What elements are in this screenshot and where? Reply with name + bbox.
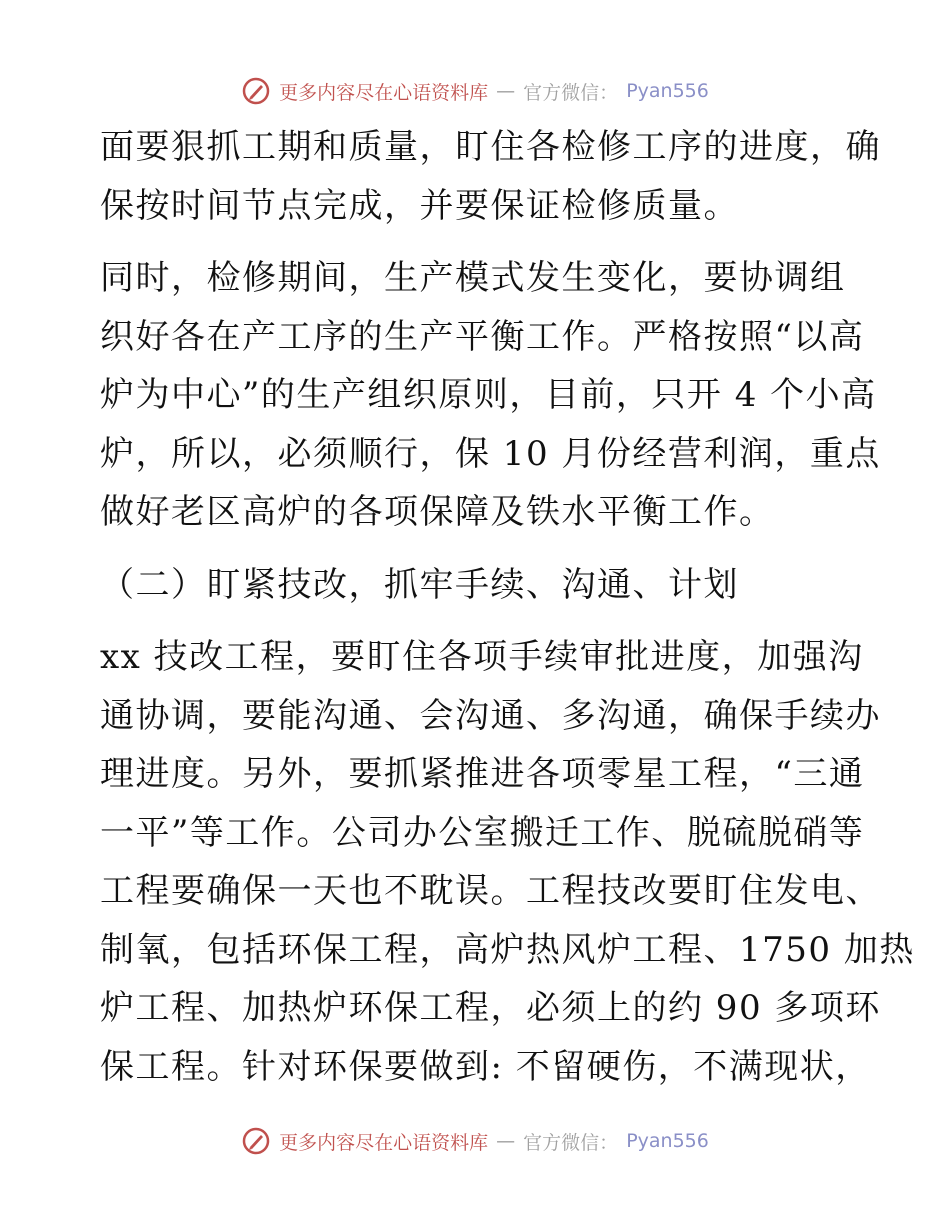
pen-logo-icon (241, 76, 271, 106)
watermark-official-label: 官方微信： (523, 81, 619, 104)
watermark-main-text: 更多内容尽在心语资料库 (279, 1131, 489, 1154)
watermark-official-label: 官方微信： (523, 1131, 619, 1154)
text-line: 炉，所以，必须顺行，保 10 月份经营利润，重点 (100, 433, 881, 474)
watermark-wechat-id: Pyan556 (626, 80, 709, 102)
text-line: 制氧，包括环保工程，高炉热风炉工程、1750 加热 (100, 929, 915, 970)
watermark-main-text: 更多内容尽在心语资料库 (279, 81, 489, 104)
paragraph-1 (100, 118, 881, 235)
text-line: 理进度。另外，要抓紧推进各项零星工程，“三通 (100, 754, 865, 794)
heading-line: （二）盯紧技改，抓牢手续、沟通、计划 (100, 564, 739, 605)
text-line: 工程要确保一天也不耽误。工程技改要盯住发电、 (100, 871, 881, 911)
pen-logo-icon (241, 1126, 271, 1156)
text-line: 炉工程、加热炉环保工程，必须上的约 90 多项环 (100, 988, 881, 1028)
text-line: 做好老区高炉的各项保障及铁水平衡工作。 (100, 492, 775, 532)
text-line: 保按时间节点完成，并要保证检修质量。 (100, 185, 739, 226)
text-line: 保工程。针对环保要做到: 不留硬伤，不满现状， (100, 1046, 871, 1087)
text-line: 织好各在产工序的生产平衡工作。严格按照“以高 (100, 316, 865, 357)
watermark-dash: — (496, 80, 516, 102)
text-line: 一平”等工作。公司办公室搬迁工作、脱硫脱硝等 (100, 812, 865, 853)
text-line: xx 技改工程，要盯住各项手续审批进度，加强沟 (100, 637, 864, 677)
watermark-wechat-id: Pyan556 (626, 1130, 709, 1152)
document-body (100, 118, 915, 1096)
header-watermark (0, 76, 950, 106)
text-line: 炉为中心”的生产组织原则，目前，只开 4 个小高 (100, 375, 877, 415)
paragraph-3 (100, 628, 915, 1096)
paragraph-2 (100, 249, 881, 542)
section-heading (100, 556, 860, 615)
text-line: 面要狠抓工期和质量，盯住各检修工序的进度，确 (100, 127, 881, 167)
text-line: 同时，检修期间，生产模式发生变化，要协调组 (100, 258, 846, 298)
text-line: 通协调，要能沟通、会沟通、多沟通，确保手续办 (100, 695, 881, 736)
watermark-dash: — (496, 1130, 516, 1152)
footer-watermark (0, 1126, 950, 1156)
